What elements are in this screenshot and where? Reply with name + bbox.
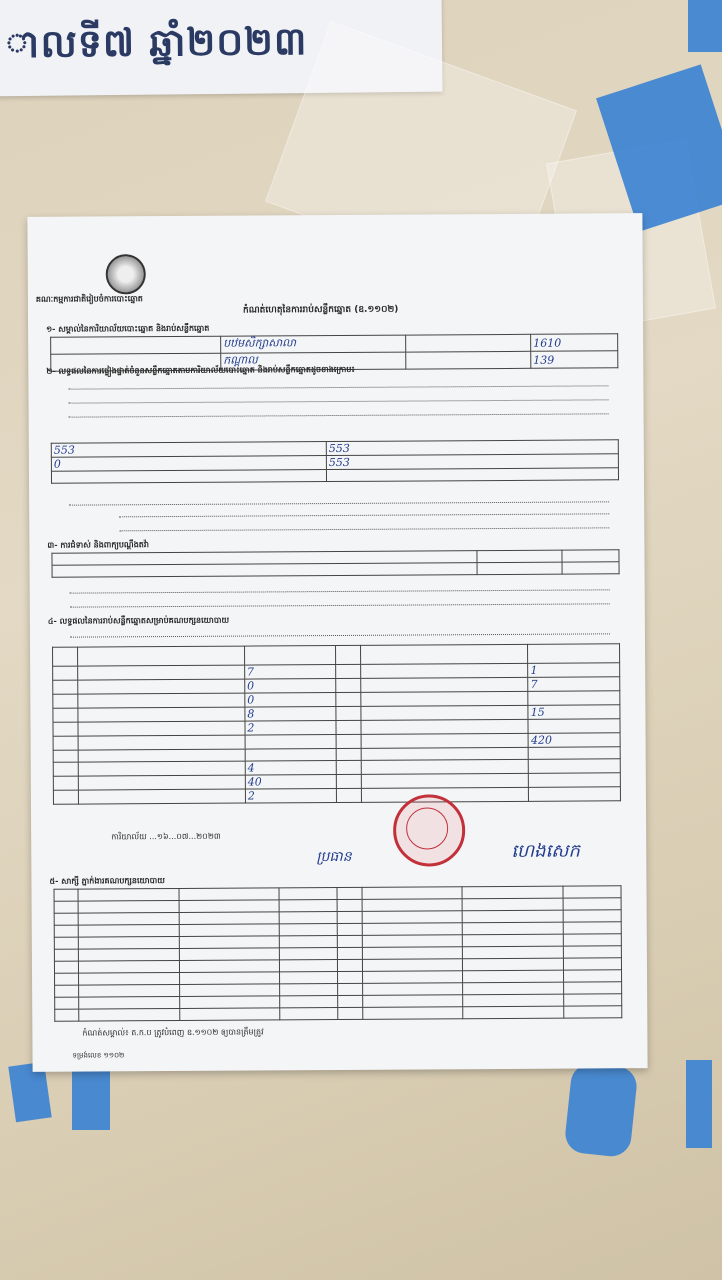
result-right-value: 15 bbox=[530, 705, 545, 719]
result-right-value: 420 bbox=[530, 733, 552, 747]
section-3-table bbox=[51, 549, 619, 577]
blue-tape-1 bbox=[688, 0, 722, 52]
section-2-heading: ២- លទ្ធផលនៃការផ្ទៀងផ្ទាត់ចំនួនសន្លឹកឆ្នោតតាមការិយាល័យបោះឆ្នោត និងរាប់សន្លឹកឆ្នោតដូចខាងក្រោម៖ bbox=[46, 364, 355, 376]
result-right-value: 1 bbox=[530, 663, 538, 677]
official-stamp bbox=[393, 794, 465, 866]
result-left-value: 2 bbox=[247, 789, 255, 803]
org-name: គណៈកម្មការជាតិរៀបចំការបោះឆ្នោត bbox=[35, 294, 143, 304]
section-1-heading: ១- សម្គាល់នៃការិយាល័យបោះឆ្នោត និងរាប់សន្លឹកឆ្នោត bbox=[46, 323, 210, 334]
signature-left: ប្រធាន bbox=[316, 848, 352, 866]
section-2-line-4 bbox=[69, 501, 609, 505]
used-hw: 553 bbox=[328, 441, 350, 456]
total-hw: 553 bbox=[53, 443, 75, 457]
section-2-line-1 bbox=[68, 385, 608, 389]
section-2-line-3 bbox=[69, 413, 609, 417]
district-hw: កណ្តាល bbox=[223, 353, 258, 367]
invalid-hw: 0 bbox=[53, 457, 61, 471]
result-right-value: 7 bbox=[530, 677, 538, 691]
remaining-hw: 553 bbox=[328, 455, 350, 470]
witness-table bbox=[53, 885, 622, 1021]
footer-small: ទម្រង់លេខ ១១០២ bbox=[72, 1051, 125, 1060]
section-2-line-6 bbox=[119, 527, 609, 531]
section-3-line-2 bbox=[70, 603, 610, 607]
result-left-value: 40 bbox=[247, 775, 262, 789]
result-left-value: 8 bbox=[247, 707, 255, 721]
result-left-value: 7 bbox=[246, 665, 255, 679]
signature-chief: ហេងសេក bbox=[511, 840, 580, 862]
document-title: កំណត់ហេតុនៃការរាប់សន្លឹកឆ្នោត (ឧ.១១០២) bbox=[242, 304, 399, 316]
emblem-icon bbox=[106, 254, 146, 294]
result-left-value: 0 bbox=[247, 679, 255, 693]
witness-row bbox=[55, 1006, 622, 1021]
section-2-table bbox=[51, 439, 619, 483]
section-5-heading: ៥- សាក្សី ភ្នាក់ងារគណបក្សនយោបាយ bbox=[49, 876, 165, 886]
commune-hw: បឋមសិក្សាសាលា bbox=[223, 336, 297, 350]
result-left-value: 4 bbox=[247, 761, 255, 775]
footer-note: កំណត់សម្គាល់៖ ត.ក.ប ត្រូវបំពេញ ឧ.១១០២ ឲ្យបានត្រឹមត្រូវ bbox=[82, 1027, 264, 1038]
results-table bbox=[52, 643, 621, 804]
section-4-heading: ៤- លទ្ធផលនៃការរាប់សន្លឹកឆ្នោតសម្រាប់គណបក្សនយោបាយ bbox=[47, 615, 230, 626]
section-2-line-2 bbox=[69, 399, 609, 403]
document-sheet bbox=[27, 213, 647, 1072]
section-4-line bbox=[70, 633, 610, 637]
section-3-heading: ៣- ការជំទាស់ និងពាក្យបណ្តឹងតវ៉ា bbox=[47, 540, 149, 550]
section-2-line-5 bbox=[119, 513, 609, 517]
code-hw: 139 bbox=[533, 353, 555, 367]
office-no-hw: 1610 bbox=[533, 336, 562, 350]
result-left-value: 0 bbox=[247, 693, 255, 707]
result-left-value: 2 bbox=[247, 721, 255, 735]
blue-tape-4 bbox=[72, 1070, 110, 1130]
blue-tape-5 bbox=[563, 1062, 638, 1158]
results-row bbox=[53, 787, 620, 804]
blue-tape-6 bbox=[686, 1060, 712, 1148]
section-3-line-1 bbox=[70, 589, 610, 593]
date-line: ការិយាល័យ ...១៦...០៧...២០២៣ bbox=[111, 831, 221, 842]
banner-text: ាលទី៧ ឆ្នាំ២០២៣ bbox=[5, 19, 308, 67]
